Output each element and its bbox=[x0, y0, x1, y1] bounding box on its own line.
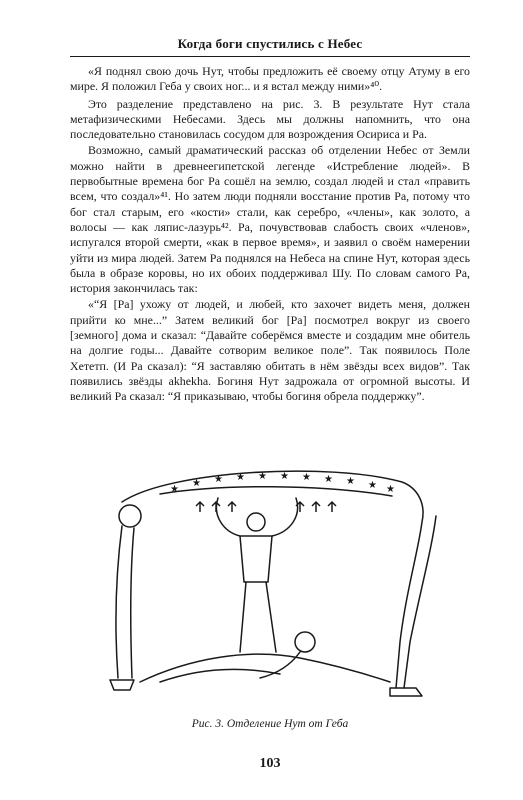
svg-text:★: ★ bbox=[280, 471, 289, 482]
figure-nut-geb-separation bbox=[100, 452, 440, 708]
svg-text:★: ★ bbox=[368, 480, 377, 491]
svg-text:★: ★ bbox=[324, 474, 333, 485]
paragraph-separation: Это разделение представлено на рис. 3. В результате Нут стала метафизическими Небесами. Здесь мы должны напомнить, что она последовательно становилась сосудом для возрождения Осириса и Ра. bbox=[70, 96, 470, 142]
shu-head bbox=[247, 513, 265, 531]
figure-caption: Рис. 3. Отделение Нут от Геба bbox=[191, 718, 349, 730]
svg-text:★: ★ bbox=[192, 478, 201, 489]
nut-foot-right bbox=[390, 688, 422, 696]
geb-leg bbox=[160, 669, 280, 682]
svg-text:★: ★ bbox=[214, 474, 223, 485]
svg-text:★: ★ bbox=[258, 471, 267, 482]
geb-body bbox=[140, 654, 390, 682]
geb-head bbox=[295, 632, 315, 652]
running-head: Когда боги спустились с Небес bbox=[177, 36, 363, 51]
page-number: 103 bbox=[259, 756, 281, 771]
shu-torso bbox=[240, 536, 272, 582]
nut-head bbox=[119, 505, 141, 527]
paragraph-legend: Возможно, самый драматический рассказ об отделении Небес от Земли можно найти в древнеегипетской легенде «Истребление людей». В первобытные времена бог Ра сошёл на землю, создал людей и стал «править всем, что создал»⁴¹. Но затем люди подняли восстание против Ра, потому что бог стал старым, его «кости» стали, как серебро, «члены», как золото, а волосы — как ляпис-лазурь⁴². Ра, почувствовав слабость своих «членов», испугался второй смерти, «как в первое время», и заявил о своём намерении уйти из мира людей. Затем Ра поднялся на Небеса на спине Нут, которая здесь была в образе коровы, но их обоих поддерживал Шу. По словам самого Ра, история закончилась так: bbox=[70, 143, 470, 296]
nut-hand-left bbox=[110, 680, 134, 690]
svg-text:★: ★ bbox=[302, 472, 311, 483]
svg-text:★: ★ bbox=[236, 472, 245, 483]
svg-text:★: ★ bbox=[346, 476, 355, 487]
paragraph-quote-ra: «“Я [Ра] ухожу от людей, и любей, кто захочет видеть меня, должен прийти ко мне...” Затем великий бог [Ра] посмотрел вокруг из своего [земного] дома и сказал: “Давайте соберёмся вместе и создадим мне обитель на долгие годы... Давайте сотворим великое поле”. Так появилось Поле Хететп. (И Ра сказал): “Я заставляю обитать в нём звёзды всех видов”. Так появились звёзды akhekha. Богиня Нут задрожала от огромной высоты. И великий Ра сказал: “Я приказываю, чтобы богиня обрела поддержку”. bbox=[70, 297, 470, 404]
svg-text:★: ★ bbox=[170, 484, 179, 495]
body-text bbox=[70, 64, 470, 406]
header-rule bbox=[70, 56, 470, 57]
shu-legs bbox=[240, 582, 276, 652]
svg-text:★: ★ bbox=[386, 484, 395, 495]
paragraph-quote-opening: «Я поднял свою дочь Нут, чтобы предложить её своему отцу Атуму в его мире. Я положил Геба у своих ног... и я встал между ними»⁴⁰. bbox=[70, 64, 470, 94]
nut-arms bbox=[116, 526, 134, 678]
